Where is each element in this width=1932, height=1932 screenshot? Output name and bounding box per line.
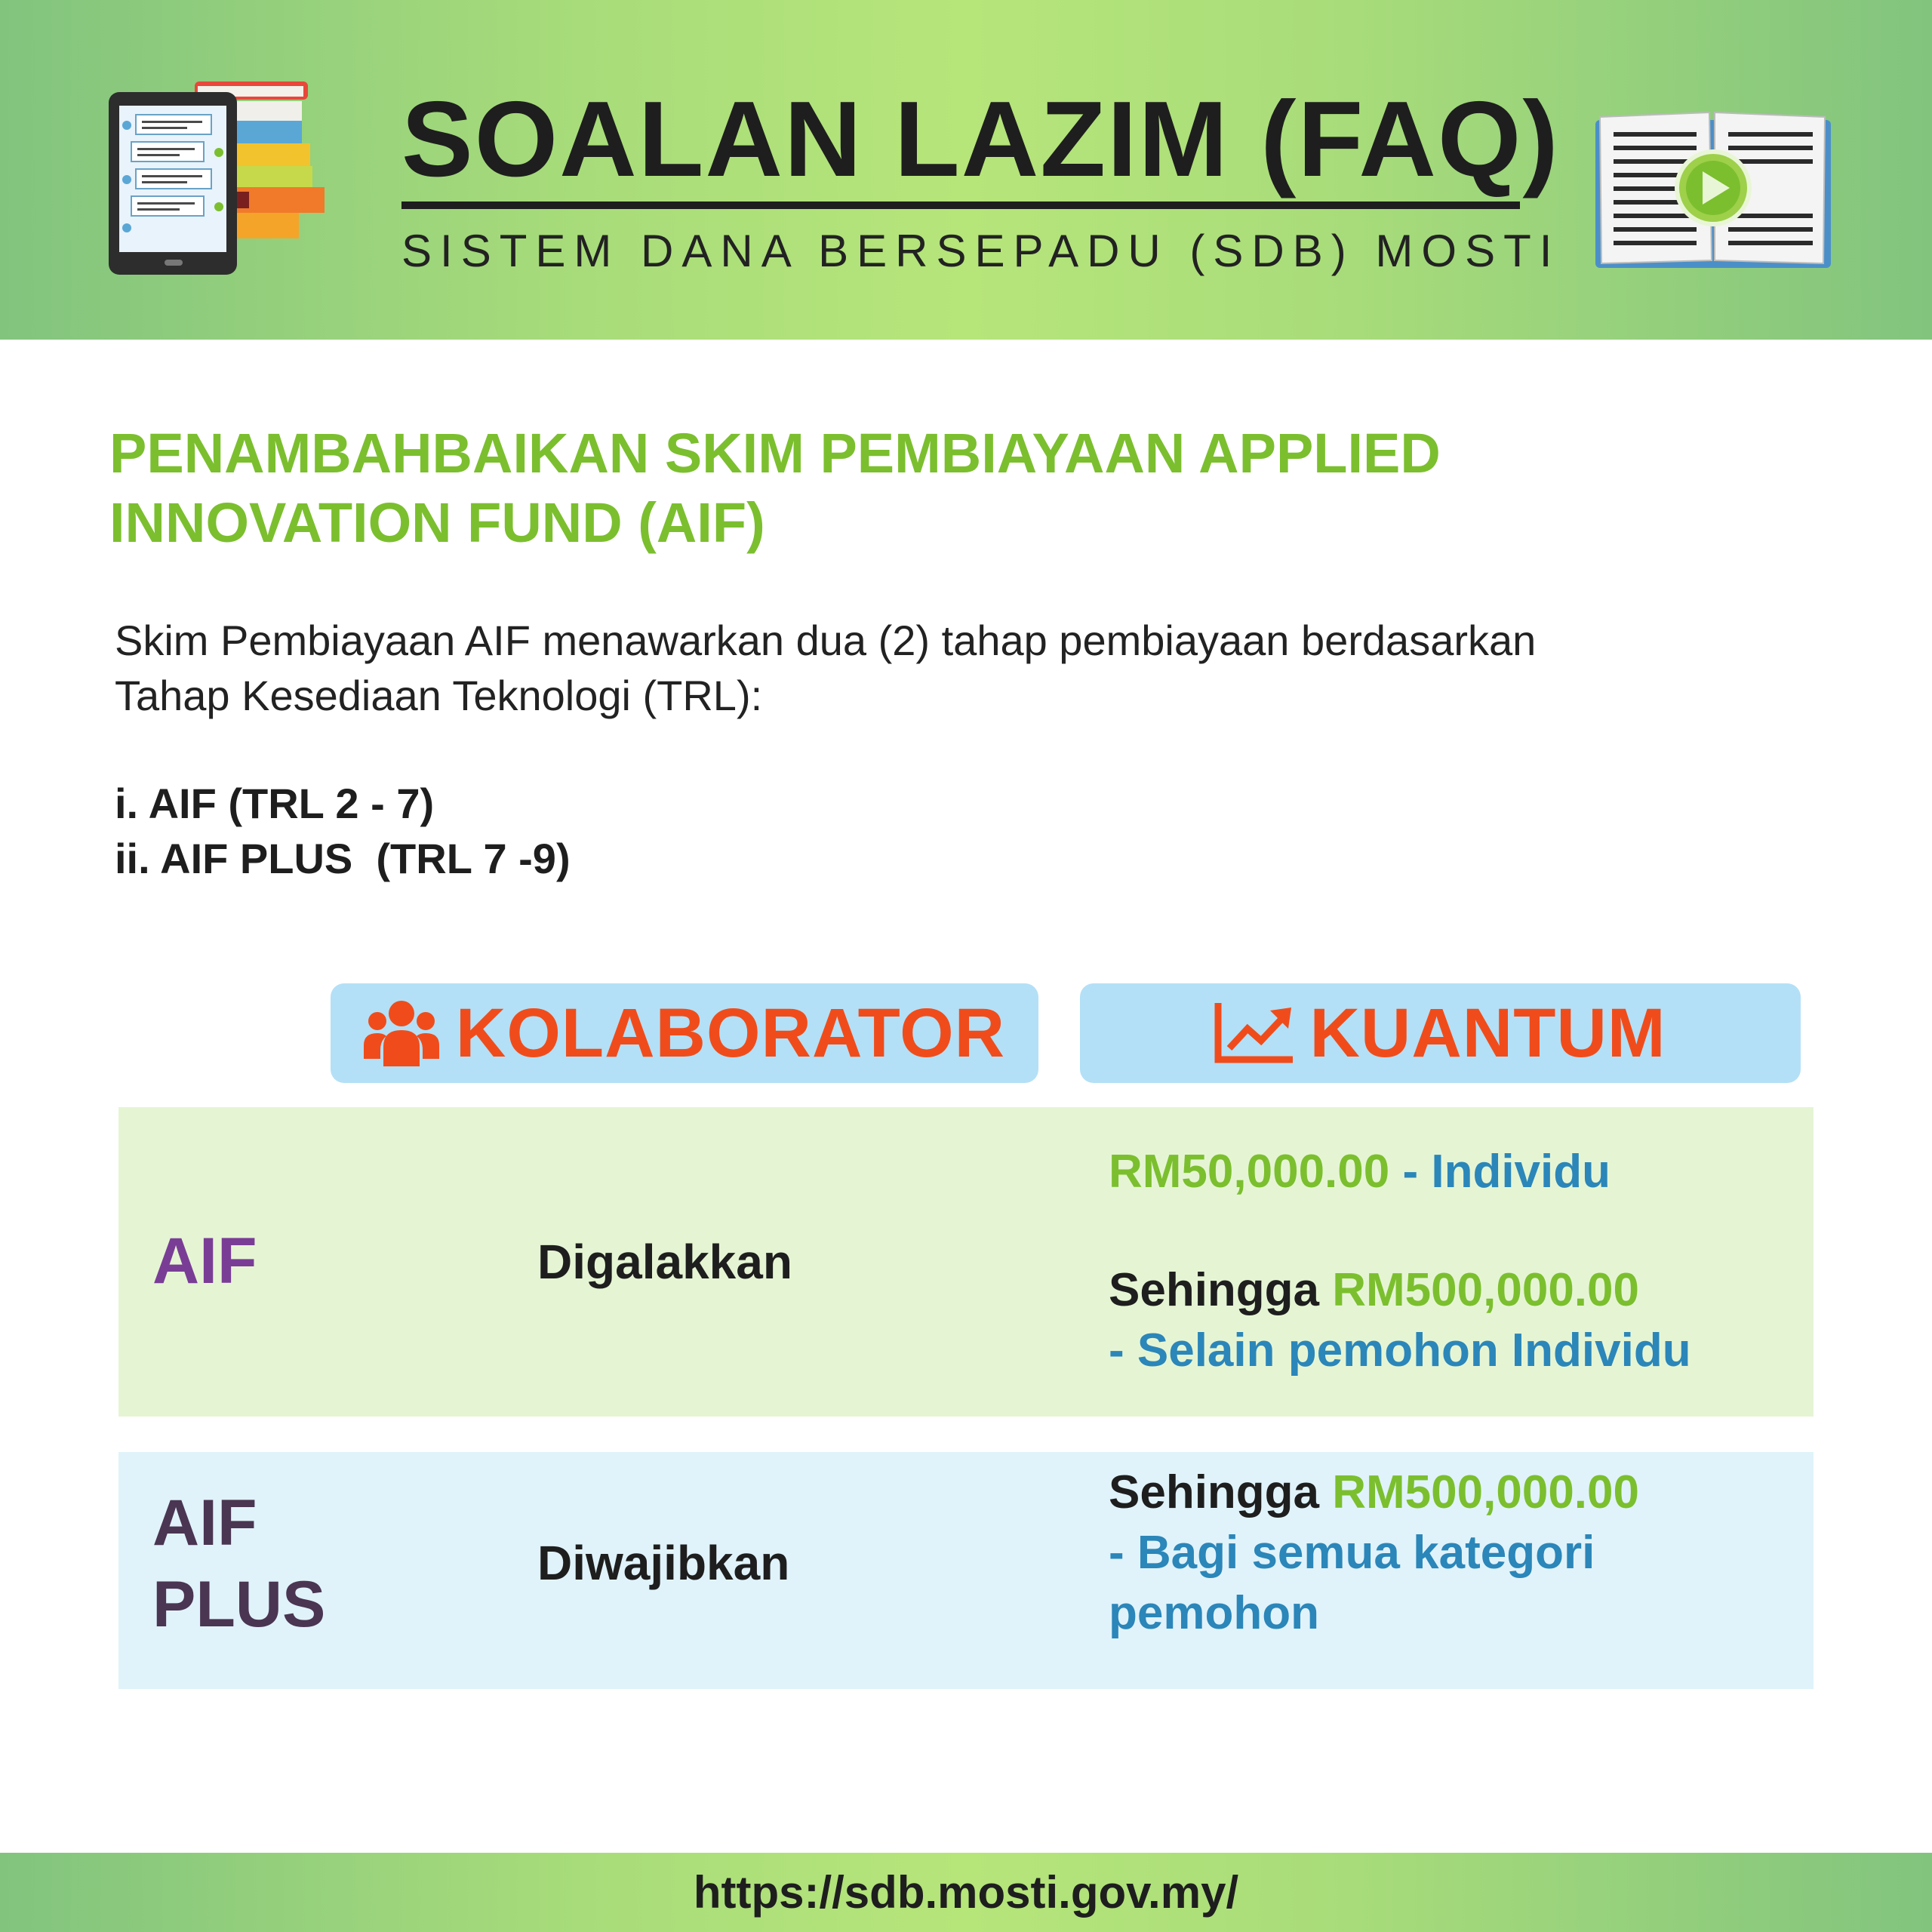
quantum-all [1109,1463,1639,1644]
quantum-amount: RM500,000.00 [1332,1466,1639,1518]
row-name-line: PLUS [152,1568,326,1641]
collab-value: Digalakkan [537,1235,792,1289]
tablet-chat-icon [106,75,332,279]
row-name-line: AIF [152,1487,257,1559]
page-subtitle: SISTEM DANA BERSEPADU (SDB) MOSTI [401,226,1561,276]
row-name: AIF [152,1225,257,1297]
intro-line: Tahap Kesediaan Teknologi (TRL): [115,672,763,719]
list-item: ii. AIF PLUS (TRL 7 -9) [115,835,571,882]
quantum-prefix: Sehingga [1109,1466,1333,1518]
quantum-note: - Individu [1389,1146,1611,1198]
kolaborator-header [331,983,1038,1083]
quantum-prefix: Sehingga [1109,1264,1333,1316]
users-group-icon [364,998,439,1068]
page-title: SOALAN LAZIM (FAQ) [401,79,1560,199]
intro-paragraph [115,613,1850,723]
intro-line: Skim Pembiayaan AIF menawarkan dua (2) tahap pembiayaan berdasarkan [115,617,1537,664]
quantum-note: - Selain pemohon Individu [1109,1324,1691,1377]
quantum-non-individual [1109,1260,1691,1381]
section-title [109,419,1845,558]
quantum-amount: RM50,000.00 [1109,1146,1390,1198]
quantum-note: pemohon [1109,1587,1319,1639]
section-title-line: PENAMBAHBAIKAN SKIM PEMBIAYAAN APPLIED [109,422,1441,485]
row-name [152,1482,325,1645]
table-row [118,1107,1814,1417]
footer-url[interactable]: https://sdb.mosti.gov.my/ [693,1867,1239,1918]
footer-banner [0,1853,1932,1932]
quantum-note: - Bagi semua kategori [1109,1527,1595,1579]
list-item: i. AIF (TRL 2 - 7) [115,780,435,827]
section-title-line: INNOVATION FUND (AIF) [109,491,765,554]
kolaborator-label: KOLABORATOR [455,994,1006,1072]
kuantum-label: KUANTUM [1309,994,1666,1072]
trl-list [115,776,571,886]
header-banner [0,0,1932,340]
quantum-amount: RM500,000.00 [1332,1264,1639,1316]
table-row [118,1452,1814,1689]
trending-chart-icon [1214,1003,1293,1063]
title-divider [401,202,1520,209]
open-book-play-icon [1592,109,1834,275]
kuantum-header [1080,983,1801,1083]
quantum-individual [1109,1142,1611,1202]
collab-value: Diwajibkan [537,1536,790,1590]
